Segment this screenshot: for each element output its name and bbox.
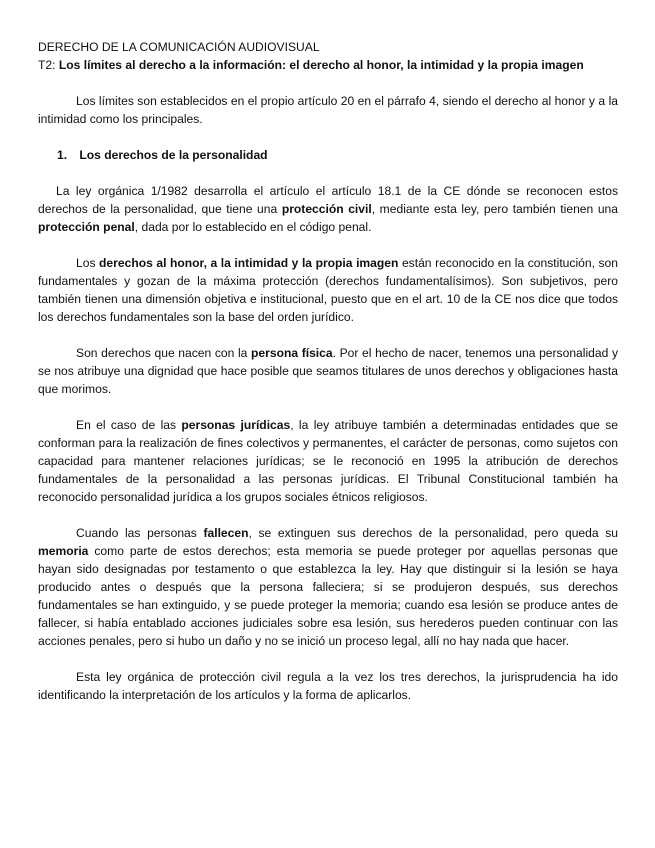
section-heading <box>38 146 618 164</box>
bold-term: protección civil <box>281 202 372 216</box>
text-run: Son derechos que nacen con la <box>76 346 252 360</box>
intro-paragraph: Los límites son establecidos en el propio artículo 20 en el párrafo 4, siendo el derecho al honor y a la intimidad como los principales. <box>38 94 618 126</box>
course-title: DERECHO DE LA COMUNICACIÓN AUDIOVISUAL <box>38 40 320 54</box>
bold-term: protección penal <box>38 220 135 234</box>
text-run: Los <box>76 256 100 270</box>
topic-heading <box>38 56 618 74</box>
text-run: Cuando las personas <box>76 526 204 540</box>
text-run: , se extinguen sus derechos de la personalidad, pero queda su <box>248 526 618 540</box>
bold-term: derechos al honor, a la intimidad y la propia imagen <box>99 256 399 270</box>
bold-term: personas jurídicas <box>181 418 291 432</box>
paragraph-persona-fisica <box>38 344 618 398</box>
paragraph-derechos-honor <box>38 254 618 326</box>
text-run: . Por el hecho de nacer, tenemos una personalidad y se nos atribuye una dignidad que hace posible que seamos titulares de unos derechos y obligaciones hasta que morimos. <box>38 346 618 396</box>
document-page <box>38 38 618 704</box>
text-run: En el caso de las <box>76 418 182 432</box>
text-run: como parte de estos derechos; esta memoria se puede proteger por aquellas personas que hayan sido designadas por testamento o que establezca la ley. Hay que distinguir si la lesión se haya producido antes o después que la persona falleciera; si se produjeron después, sus derechos fundamentales se han extinguido, y se puede proteger la memoria; cuando esa lesión se produce antes de fallecer, si había entablado acciones judiciales sobre esa lesión, sus herederos pueden continuar con las acciones penales, pero si hubo un daño y no se inició un proceso legal, allí no hay nada que hacer. <box>38 544 618 648</box>
paragraph-fallecimiento <box>38 524 618 650</box>
section-title: Los derechos de la personalidad <box>79 148 268 162</box>
text-run: , mediante esta ley, pero también tienen una <box>371 202 618 216</box>
section-number: 1. <box>57 148 68 162</box>
bold-term: memoria <box>38 544 89 558</box>
text-run: , dada por lo establecido en el código penal. <box>134 220 372 234</box>
paragraph-personas-juridicas <box>38 416 618 506</box>
topic-prefix: T2: <box>38 58 59 72</box>
paragraph-ley-organica <box>38 182 618 236</box>
bold-term: fallecen <box>203 526 249 540</box>
text-run: están reconocido en la constitución, son fundamentales y gozan de la máxima protección (derechos fundamentalísimos). Son subjetivos, pero también tienen una dimensión objetiva e institucional, puesto que en el art. 10 de la CE nos dice que todos los derechos fundamentales son la base del orden jurídico. <box>38 256 618 324</box>
text-run: La ley orgánica 1/1982 desarrolla el artículo el artículo 18.1 de la CE dónde se reconocen estos derechos de la personalidad, que tiene una <box>38 184 618 216</box>
topic-title: Los límites al derecho a la información: el derecho al honor, la intimidad y la propia imagen <box>58 58 584 72</box>
paragraph-proteccion-civil: Esta ley orgánica de protección civil regula a la vez los tres derechos, la jurisprudencia ha ido identificando la interpretación de los artículos y la forma de aplicarlos. <box>38 670 618 702</box>
text-run: , la ley atribuye también a determinadas entidades que se conforman para la realización de fines colectivos y permanentes, el carácter de personas, como sujetos con capacidad para mantener relaciones jurídicas; se le reconoció en 1995 la atribución de derechos fundamentales de la personalidad a las personas jurídicas. El Tribunal Constitucional también ha reconocido personalidad jurídica a los grupos sociales étnicos religiosos. <box>38 418 618 504</box>
bold-term: persona física <box>251 346 333 360</box>
